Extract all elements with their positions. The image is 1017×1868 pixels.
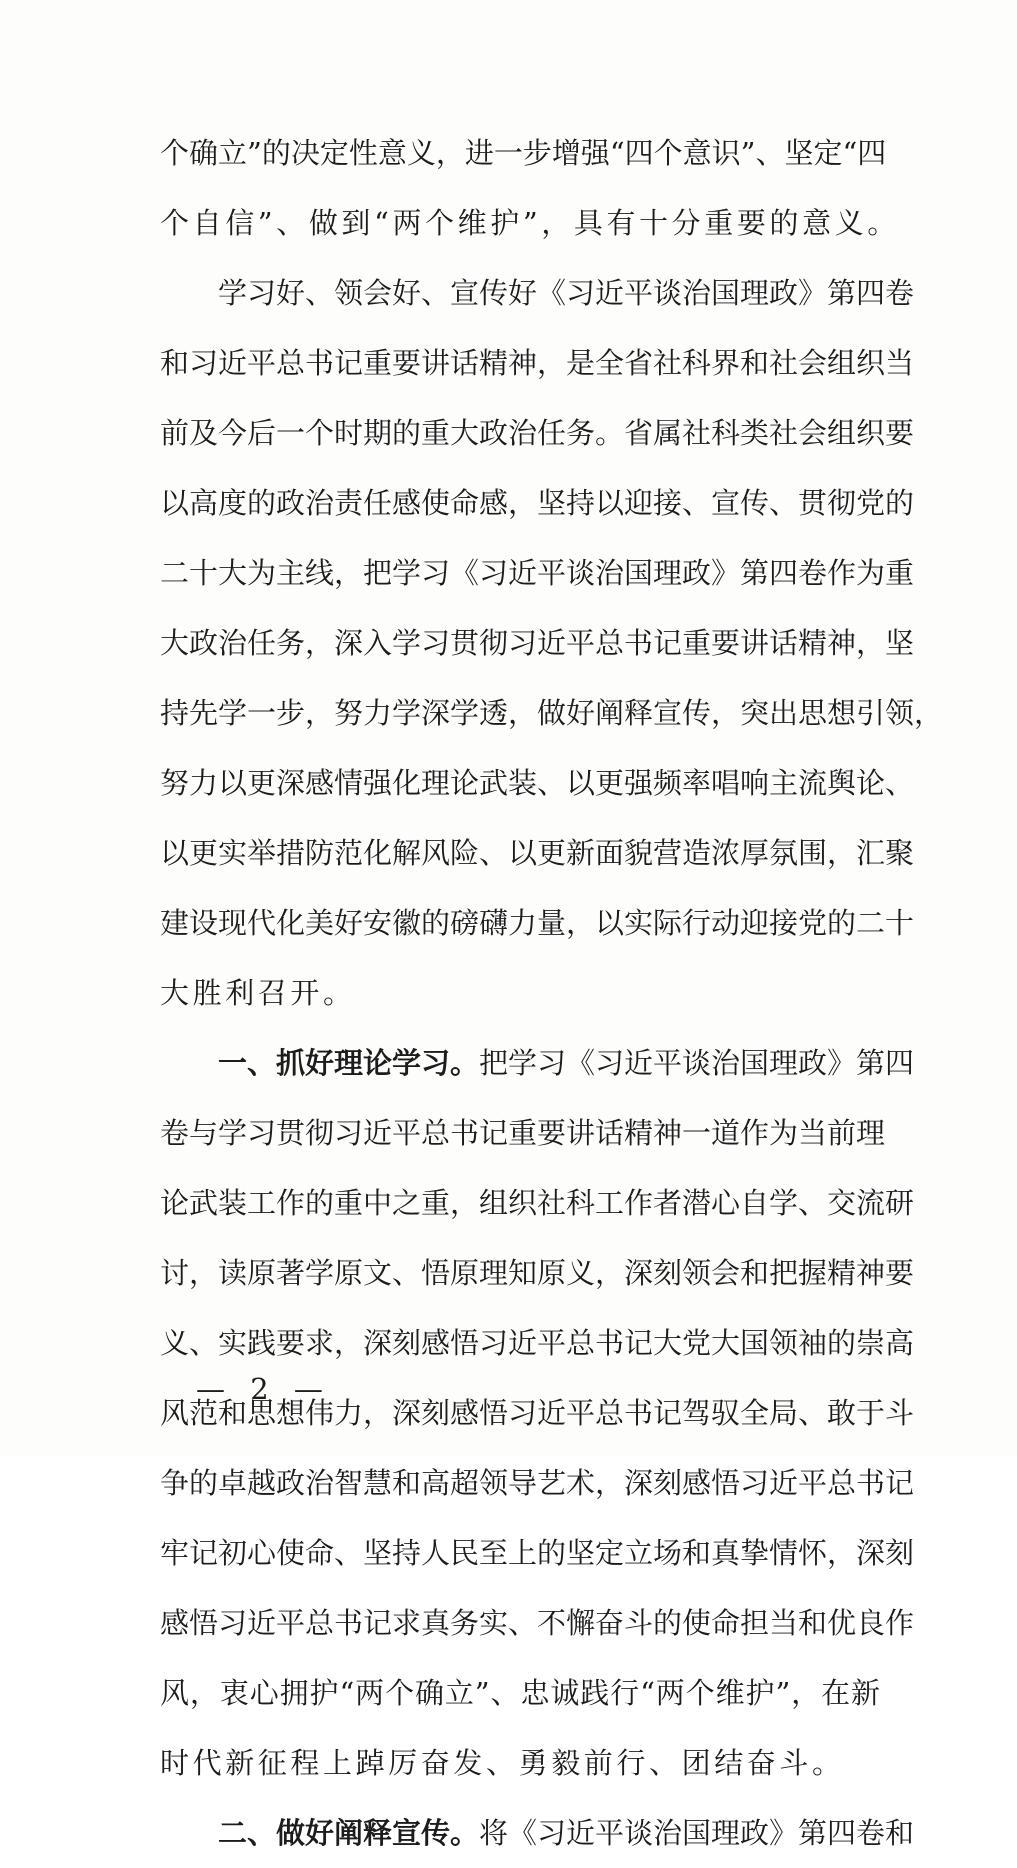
section-heading: 二、做好阐释宣传。: [218, 1816, 480, 1850]
text-line: 持先学一步，努力学深学透，做好阐释宣传，突出思想引领，: [160, 696, 944, 730]
text-line: 讨，读原著学原文、悟原理知原义，深刻领会和把握精神要: [160, 1256, 915, 1290]
section-line: [218, 1028, 915, 1098]
text-line: 风，衷心拥护“两个确立”、忠诚践行“两个维护”，在新: [160, 1676, 880, 1710]
section-line: [218, 1798, 915, 1868]
text-line: 大胜利召开。: [160, 976, 356, 1010]
text-line: 争的卓越政治智慧和高超领导艺术，深刻感悟习近平总书记: [160, 1466, 915, 1500]
text-line: 牢记初心使命、坚持人民至上的坚定立场和真挚情怀，深刻: [160, 1536, 915, 1570]
paragraph-first-line: 学习好、领会好、宣传好《习近平谈治国理政》第四卷: [218, 276, 915, 310]
text-line: 努力以更深感情强化理论武装、以更强频率唱响主流舆论、: [160, 766, 915, 800]
text-line: 个确立”的决定性意义，进一步增强“四个意识”、坚定“四: [160, 136, 887, 170]
text-line: 个自信”、做到“两个维护”，具有十分重要的意义。: [160, 206, 900, 240]
section-heading: 一、抓好理论学习。: [218, 1046, 480, 1080]
text-line: 以高度的政治责任感使命感，坚持以迎接、宣传、贯彻党的: [160, 486, 915, 520]
text-line: 时代新征程上踔厉奋发、勇毅前行、团结奋斗。: [160, 1746, 845, 1780]
text-line: 以更实举措防范化解风险、以更新面貌营造浓厚氛围，汇聚: [160, 836, 915, 870]
text-line: 风范和思想伟力，深刻感悟习近平总书记驾驭全局、敢于斗: [160, 1396, 915, 1430]
section-text: 把学习《习近平谈治国理政》第四: [479, 1046, 915, 1080]
text-line: 感悟习近平总书记求真务实、不懈奋斗的使命担当和优良作: [160, 1606, 915, 1640]
text-line: 和习近平总书记重要讲话精神，是全省社科界和社会组织当: [160, 346, 915, 380]
text-line: 论武装工作的重中之重，组织社科工作者潜心自学、交流研: [160, 1186, 915, 1220]
text-line: 大政治任务，深入学习贯彻习近平总书记重要讲话精神，坚: [160, 626, 915, 660]
text-line: 义、实践要求，深刻感悟习近平总书记大党大国领袖的崇高: [160, 1326, 915, 1360]
text-line: 二十大为主线，把学习《习近平谈治国理政》第四卷作为重: [160, 556, 915, 590]
text-line: 建设现代化美好安徽的磅礴力量，以实际行动迎接党的二十: [160, 906, 915, 940]
text-line: 前及今后一个时期的重大政治任务。省属社科类社会组织要: [160, 416, 915, 450]
section-text: 将《习近平谈治国理政》第四卷和: [479, 1816, 915, 1850]
text-line: 卷与学习贯彻习近平总书记重要讲话精神一道作为当前理: [160, 1116, 886, 1150]
page-number: — 2 —: [196, 1372, 331, 1406]
